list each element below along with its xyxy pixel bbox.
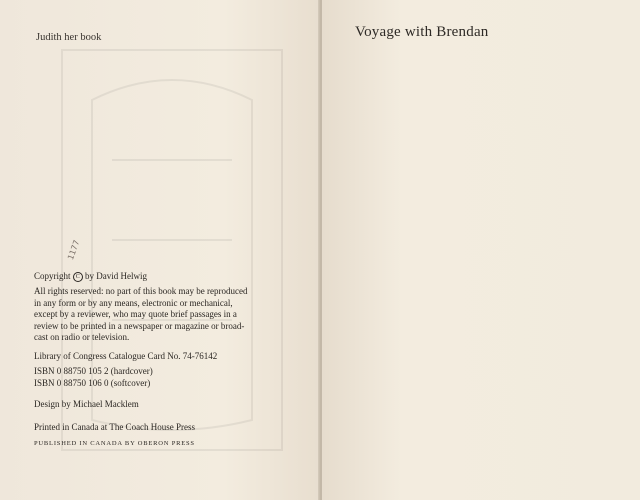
rights-line: except by a reviewer, who may quote brief passages in a <box>34 309 237 319</box>
rights-line: cast on radio or television. <box>34 332 130 342</box>
handwritten-note: Judith her book <box>36 32 102 43</box>
isbn-hardcover: ISBN 0 88750 105 2 (hardcover) <box>34 366 153 376</box>
copyright-prefix: Copyright <box>34 271 71 281</box>
right-page <box>322 0 640 500</box>
show-through-illustration <box>52 40 292 460</box>
rights-line: All rights reserved: no part of this book may be reproduced <box>34 286 248 296</box>
copyright-holder: by David Helwig <box>85 271 148 281</box>
published-in-line: PUBLISHED IN CANADA BY OBERON PRESS <box>34 440 195 447</box>
isbn-block <box>34 366 270 389</box>
design-credit: Design by Michael Macklem <box>34 399 139 409</box>
copyright-line <box>34 271 270 283</box>
copyright-symbol: C <box>73 272 83 282</box>
half-title: Voyage with Brendan <box>355 24 489 40</box>
margin-annotation: 1177 <box>66 238 82 262</box>
isbn-softcover: ISBN 0 88750 106 0 (softcover) <box>34 377 151 388</box>
library-of-congress-line: Library of Congress Catalogue Card No. 74-76142 <box>34 351 218 361</box>
rights-line: review to be printed in a newspaper or magazine or broad- <box>34 320 245 331</box>
rights-statement <box>34 286 270 344</box>
rights-line: in any form or by any means, electronic or mechanical, <box>34 297 233 308</box>
printed-in-line: Printed in Canada at The Coach House Press <box>34 422 196 432</box>
